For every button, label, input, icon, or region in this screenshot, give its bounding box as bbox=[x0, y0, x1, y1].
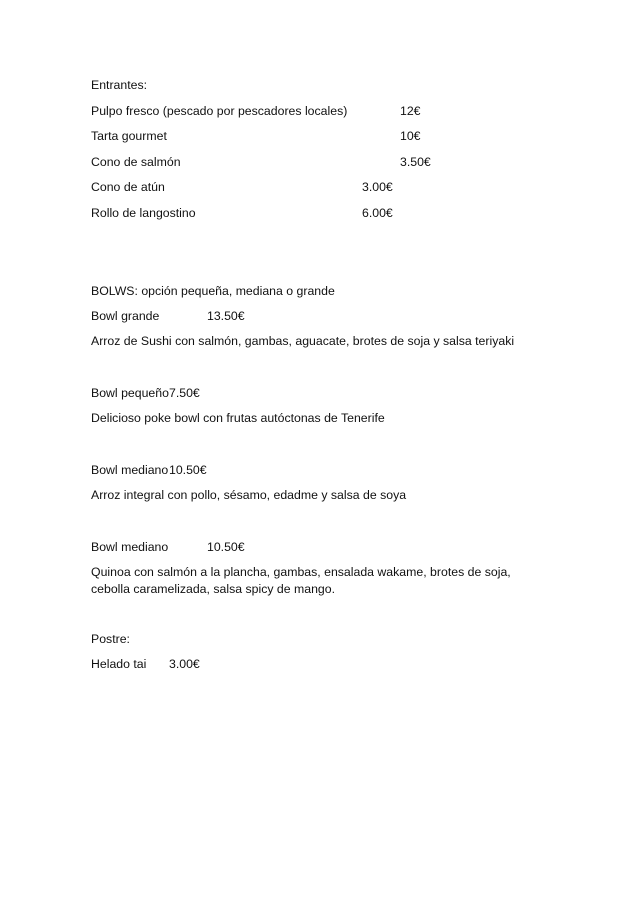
bowl-name: Bowl pequeño bbox=[91, 386, 169, 400]
bowl-name: Bowl mediano bbox=[91, 463, 169, 477]
entrante-name: Cono de atún bbox=[91, 180, 165, 194]
entrante-price: 3.00€ bbox=[362, 180, 393, 194]
bowl-name: Bowl mediano bbox=[91, 540, 169, 554]
entrante-name: Pulpo fresco (pescado por pescadores locales) bbox=[91, 104, 348, 118]
postre-heading: Postre: bbox=[91, 632, 130, 646]
bowl-description: Delicioso poke bowl con frutas autóctonas de Tenerife bbox=[91, 411, 385, 425]
bowl-description: Arroz de Sushi con salmón, gambas, aguacate, brotes de soja y salsa teriyaki bbox=[91, 334, 515, 348]
bowl-price: 7.50€ bbox=[169, 386, 200, 400]
bowl-name: Bowl grande bbox=[91, 309, 160, 323]
bowls-heading: BOLWS: opción pequeña, mediana o grande bbox=[91, 284, 335, 298]
entrante-name: Rollo de langostino bbox=[91, 206, 196, 220]
postre-price: 3.00€ bbox=[169, 657, 200, 671]
bowl-description: Quinoa con salmón a la plancha, gambas, ensalada wakame, brotes de soja, cebolla caramelizada, salsa spicy de mango. bbox=[91, 565, 511, 596]
entrante-price: 6.00€ bbox=[362, 206, 393, 220]
bowl-price: 10.50€ bbox=[169, 463, 207, 477]
bowl-price: 10.50€ bbox=[207, 540, 245, 554]
entrantes-heading: Entrantes: bbox=[91, 78, 148, 92]
entrante-name: Cono de salmón bbox=[91, 155, 181, 169]
bowl-description: Arroz integral con pollo, sésamo, edadme y salsa de soya bbox=[91, 488, 407, 502]
entrante-price: 3.50€ bbox=[400, 155, 431, 169]
bowl-price: 13.50€ bbox=[207, 309, 245, 323]
entrante-price: 12€ bbox=[400, 104, 421, 118]
entrante-price: 10€ bbox=[400, 129, 421, 143]
entrante-name: Tarta gourmet bbox=[91, 129, 167, 143]
postre-name: Helado tai bbox=[91, 657, 147, 671]
